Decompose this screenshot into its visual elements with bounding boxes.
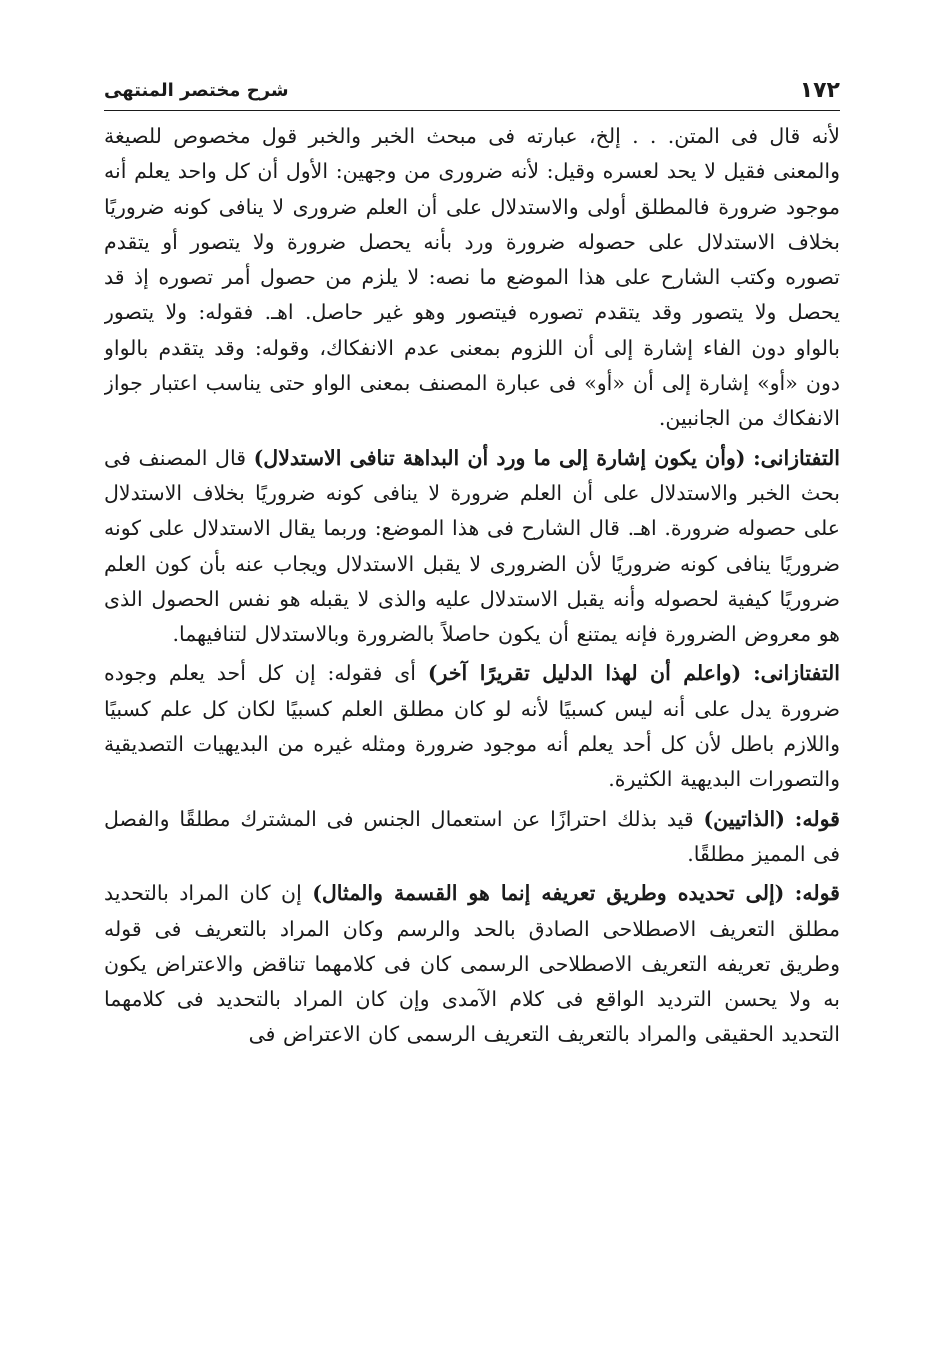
document-page — [104, 66, 840, 1356]
quoted-phrase: (وأن يكون إشارة إلى ما ورد أن البداهة تنافى الاستدلال) — [253, 445, 746, 470]
quoted-phrase: (واعلم أن لهذا الدليل تقريرًا آخر) — [427, 661, 742, 686]
paragraph-text: أى فقوله: إن كل أحد يعلم وجوده ضرورة يدل على أنه ليس كسبيًا لأنه لو كان مطلق العلم كسبيًا لكان كل علم كسبيًا واللازم باطل لأن كل أحد يعلم أنه موجود ضرورة ومثله غيره من البديهيات التصديقية والتصورات البديهية الكثيرة. — [104, 661, 840, 792]
body-text — [104, 119, 840, 1053]
paragraph — [104, 119, 840, 437]
paragraph-text: إن كان المراد بالتحديد مطلق التعريف الاصطلاحى الصادق بالحد والرسم وكان المراد بالتعريف فى قوله وطريق تعريفه التعريف الاصطلاحى الرسمى كان فى كلامهما تناقض والاعتراض يكون به ولا يحسن الترديد الواقع فى كلام الآمدى وإن كان المراد بالتحديد فى كلامهما التحديد الحقيقى والمراد بالتعريف التعريف الرسمى كان الاعتراض فى — [104, 881, 840, 1047]
paragraph — [104, 876, 840, 1052]
paragraph-text: لأنه قال فى المتن. . . إلخ، عبارته فى مبحث الخبر والخبر قول مخصوص للصيغة والمعنى فقيل لا يحد لعسره وقيل: لأنه ضرورى من وجهين: الأول أن كل واحد يعلم أنه موجود ضرورة فالمطلق أولى والاستدلال على أن العلم ضرورى لا ينافى كونه ضروريًا بخلاف الاستدلال على حصوله ضرورة ورد بأنه يحصل ضرورة ولا يتصور أو يتقدم تصوره وكتب الشارح على هذا الموضع ما نصه: لا يلزم من حصول أمر تصوره إذ قد يحصل ولا يتصور وقد يتقدم تصوره فيتصور وهو غير حاصل. اهـ. فقوله: ولا يتصور بالواو دون الفاء إشارة إلى أن اللزوم بمعنى عدم الانفكاك، وقوله: وقد يتقدم بالواو دون «أو» إشارة إلى أن «أو» فى عبارة المصنف بمعنى الواو حتى يناسب اعتبار جواز الانفكاك من الجانبين. — [104, 124, 840, 431]
paragraph-lead: التفتازانى: — [753, 445, 840, 470]
paragraph — [104, 802, 840, 873]
running-title: شرح مختصر المنتهى — [104, 80, 289, 101]
page-number: ١٧٢ — [799, 78, 840, 103]
paragraph-text: قيد بذلك احترازًا عن استعمال الجنس فى المشترك مطلقًا والفصل فى المميز مطلقًا. — [104, 806, 840, 866]
paragraph-lead: التفتازانى: — [753, 661, 840, 686]
paragraph — [104, 441, 840, 653]
quoted-phrase: (إلى تحديده وطريق تعريفه إنما هو القسمة والمثال) — [312, 881, 785, 906]
paragraph — [104, 656, 840, 797]
page-header — [104, 66, 840, 111]
paragraph-lead: قوله: — [794, 881, 840, 906]
paragraph-text: قال المصنف فى بحث الخبر والاستدلال على أن العلم ضرورة لا ينافى كونه ضروريًا بخلاف الاستدلال على حصوله ضرورة. اهـ. قال الشارح فى هذا الموضع: وربما يقال الاستدلال على كونه ضروريًا ينافى كونه ضروريًا لأن الضرورى لا يقبل الاستدلال ويجاب عنه بأن كون العلم ضروريًا كيفية لحصوله وأنه يقبل الاستدلال عليه والذى لا يقبله هو نفس الحصول الذى هو معروض الضرورة فإنه يمتنع أن يكون حاصلاً بالضرورة وبالاستدلال لتنافيهما. — [104, 445, 840, 647]
paragraph-lead: قوله: — [794, 806, 840, 831]
quoted-phrase: (الذاتيين) — [703, 806, 785, 831]
